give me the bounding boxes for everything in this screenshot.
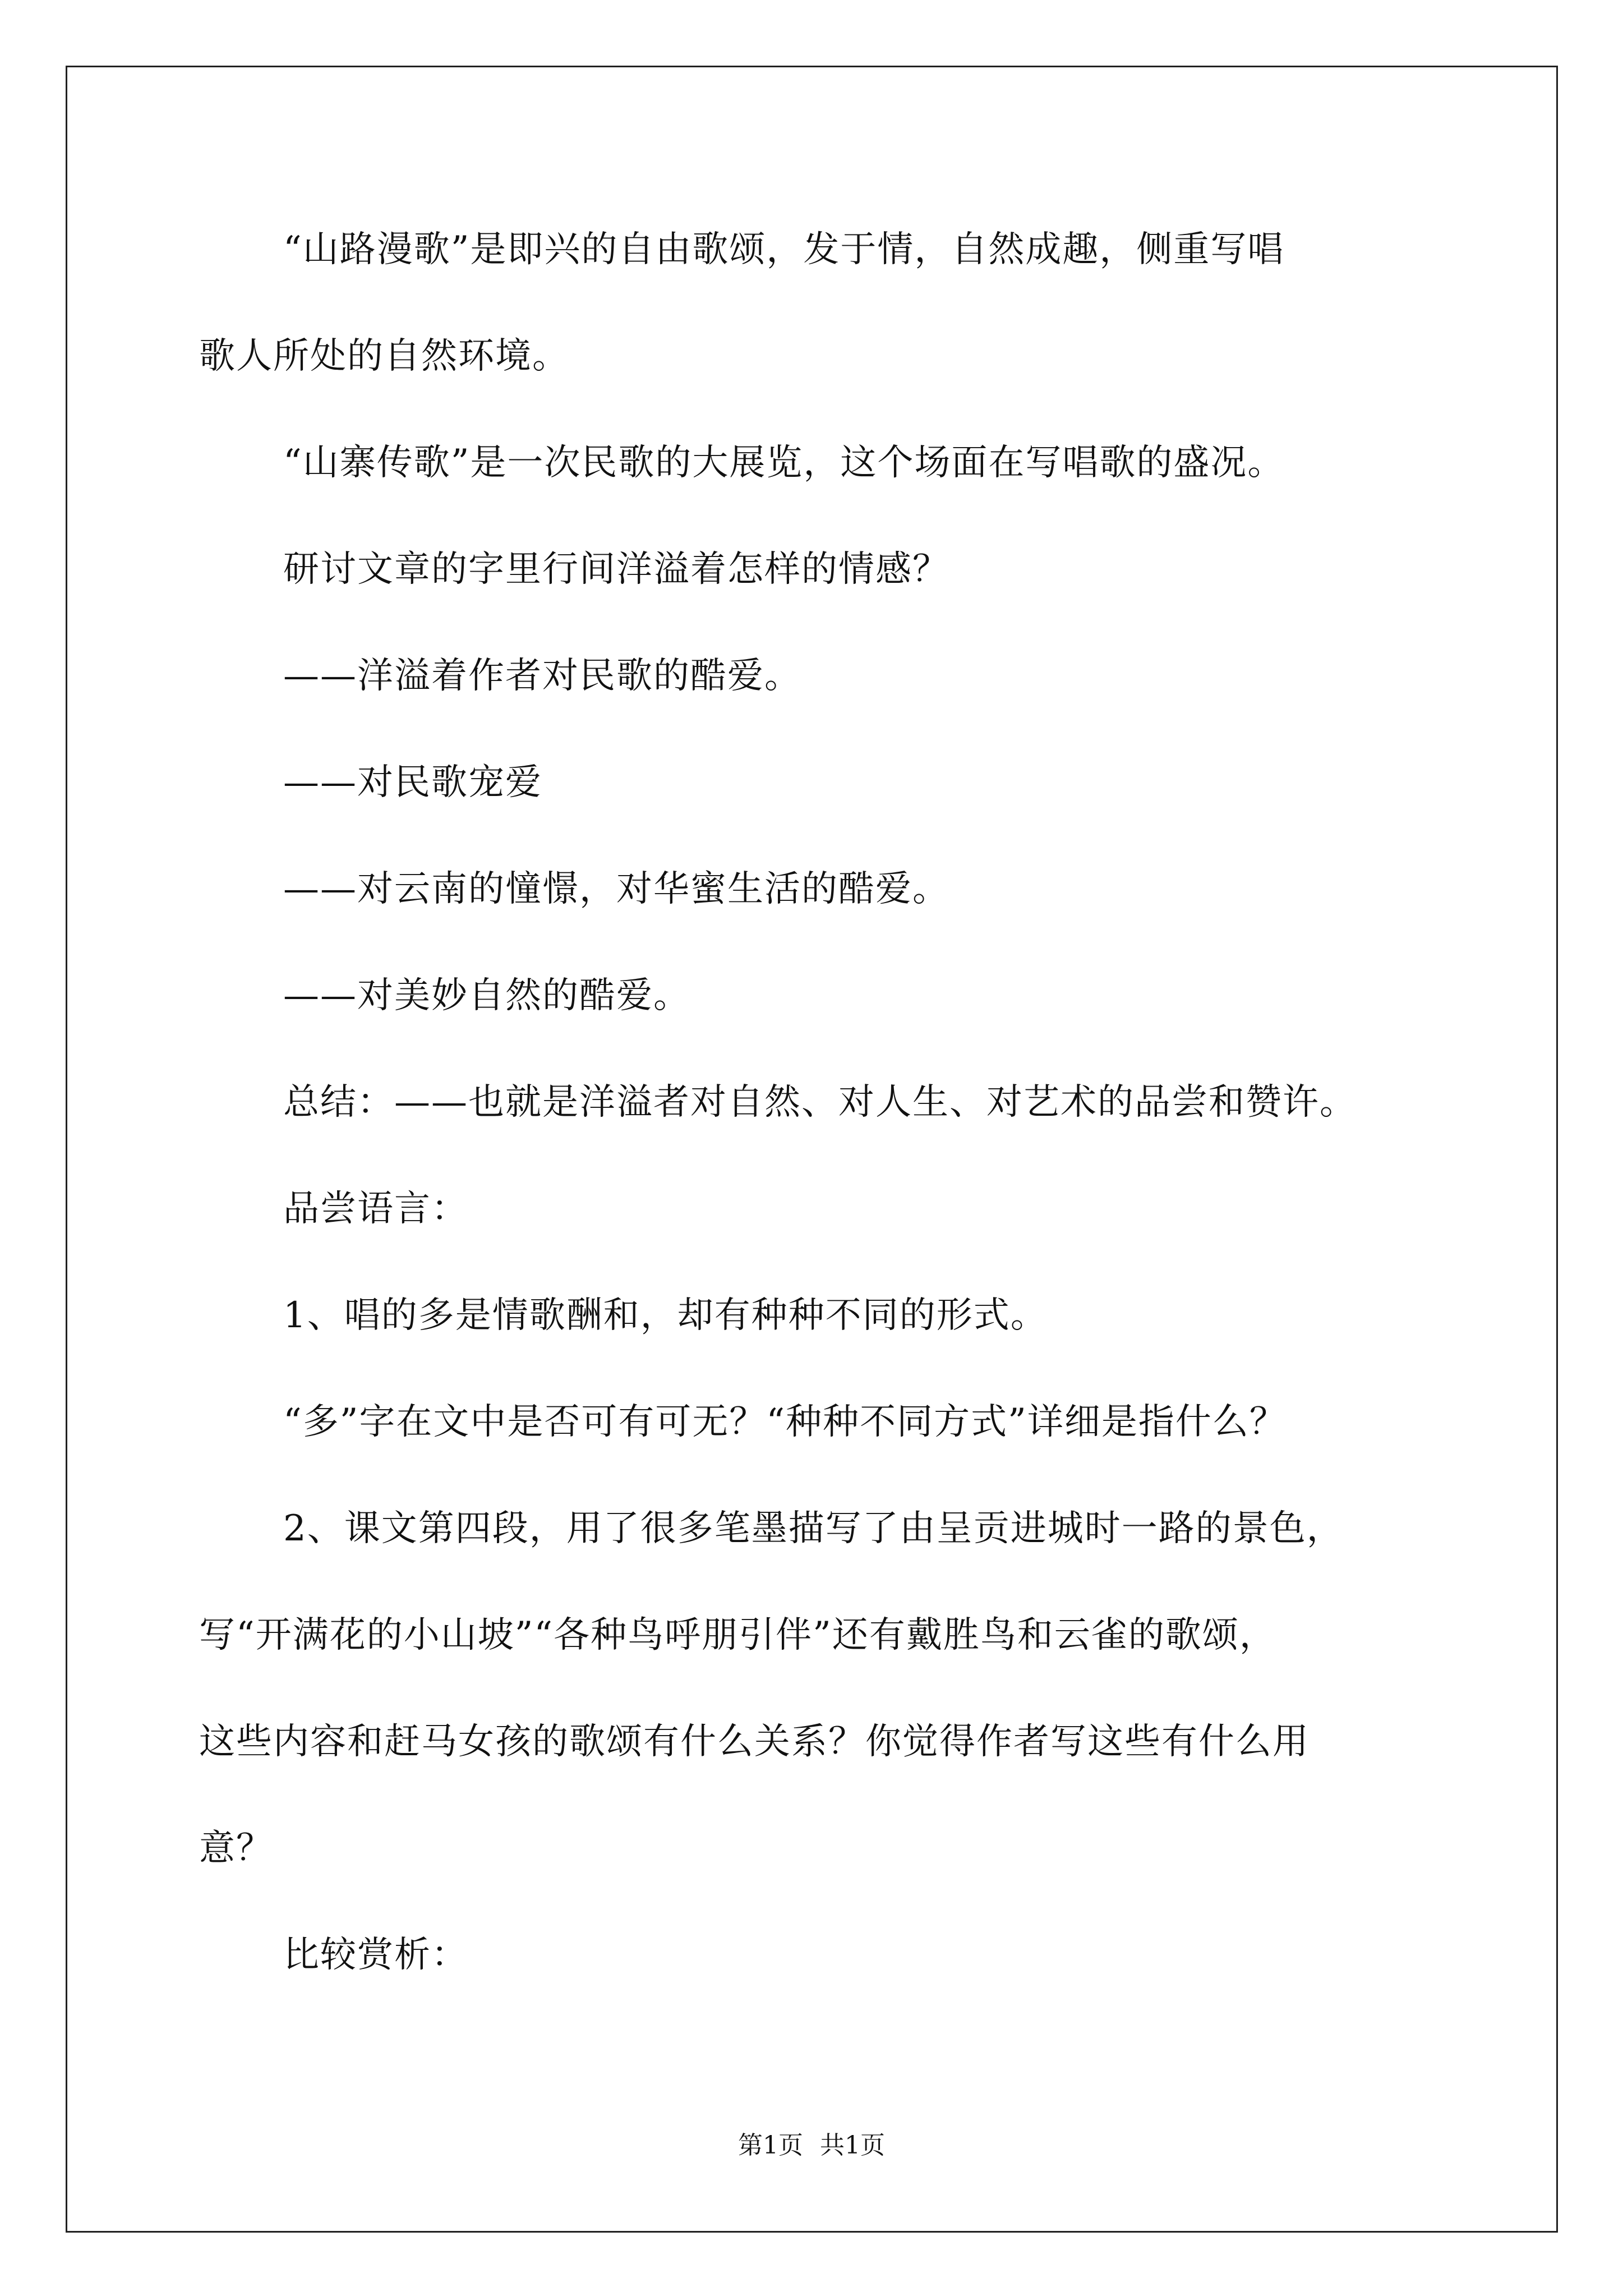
- paragraph-line: 研讨文章的字里行间洋溢着怎样的情感？: [283, 549, 949, 590]
- paragraph-line: ——对民歌宠爱: [283, 762, 542, 803]
- paragraph-line: 总结：——也就是洋溢者对自然、对人生、对艺术的品尝和赞许。: [283, 1082, 1357, 1123]
- paragraph-line: “山路漫歌”是即兴的自由歌颂，发于情，自然成趣，侧重写唱: [283, 229, 1285, 270]
- paragraph-line: ——对云南的憧憬，对华蜜生活的酷爱。: [283, 868, 949, 910]
- paragraph-line: “多”字在文中是否可有可无？“种种不同方式”详细是指什么？: [283, 1401, 1287, 1443]
- paragraph-line: ——洋溢着作者对民歌的酷爱。: [283, 655, 801, 697]
- page-footer: [0, 2129, 1623, 2162]
- paragraph-line: ——对美妙自然的酷爱。: [283, 975, 690, 1016]
- paragraph-line: “山寨传歌”是一次民歌的大展览，这个场面在写唱歌的盛况。: [283, 442, 1285, 484]
- paragraph-line: 2、课文第四段，用了很多笔墨描写了由呈贡进城时一路的景色，: [283, 1508, 1344, 1549]
- page-number: 第1页: [738, 2131, 803, 2160]
- paragraph-line: 意？: [199, 1828, 273, 1869]
- paragraph-line: 1、唱的多是情歌酬和，却有种种不同的形式。: [283, 1295, 1048, 1336]
- paragraph-line: 这些内容和赶马女孩的歌颂有什么关系？你觉得作者写这些有什么用: [199, 1721, 1310, 1763]
- page-total: 共1页: [820, 2131, 885, 2160]
- paragraph-line: 比较赏析：: [283, 1934, 468, 1976]
- paragraph-line: 歌人所处的自然环境。: [199, 335, 569, 377]
- page-border: [66, 66, 1558, 2233]
- paragraph-line: 品尝语言：: [283, 1188, 468, 1230]
- paragraph-line: 写“开满花的小山坡”“各种鸟呼朋引伴”还有戴胜鸟和云雀的歌颂，: [199, 1614, 1276, 1656]
